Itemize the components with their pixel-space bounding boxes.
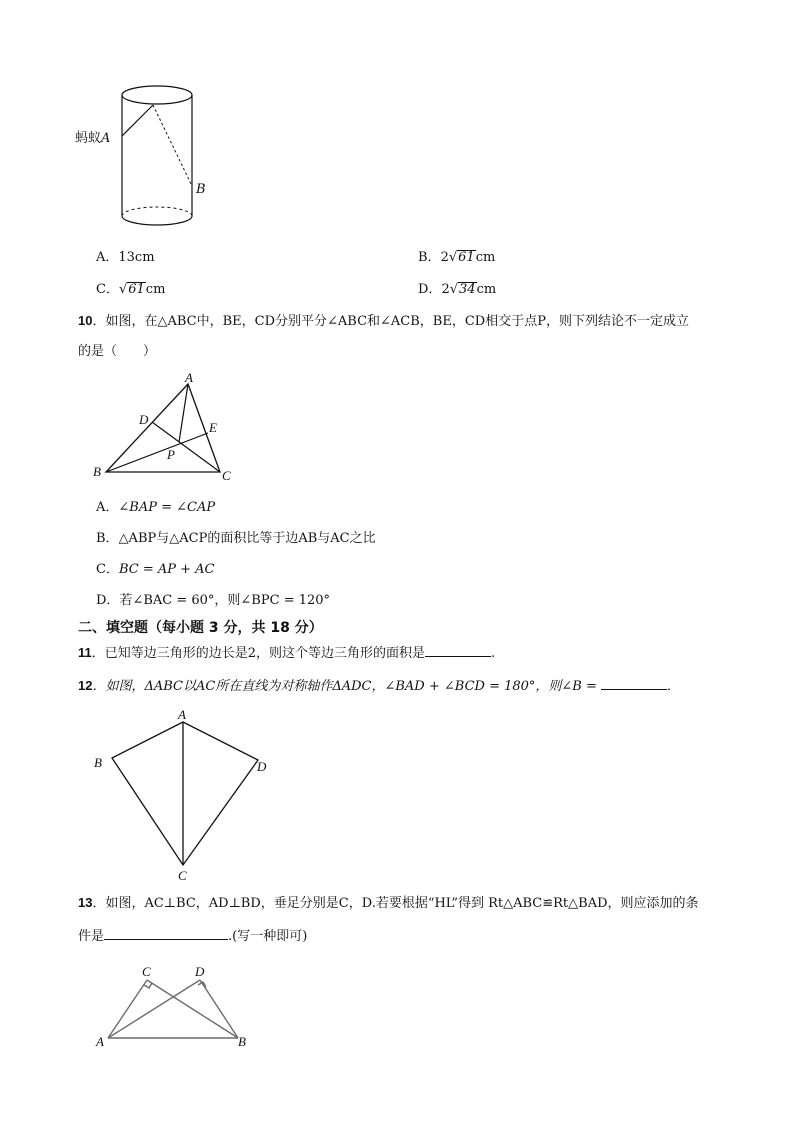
section-title: 二、填空题（每小题 3 分，共 18 分） [78,620,323,636]
q11-answer-blank[interactable] [425,643,491,657]
path-front [122,105,153,136]
q10-label-a: A [185,370,193,385]
q9-b-label: B [196,182,206,197]
q9-figure [70,80,210,235]
kite-diagram [88,700,288,885]
cylinder-bottom-back [122,207,192,216]
q9-option-a: A．13cm [96,250,155,265]
q13-figure [90,960,260,1050]
q10-option-a: A．∠BAP = ∠CAP [96,500,216,515]
q13-label-d: D [195,964,205,979]
q12-label-b: B [94,755,102,770]
q12-stem: 12．如图，ΔABC以AC所在直线为对称轴作ΔADC，∠BAD + ∠BCD = 180°，则∠B = ． [78,678,681,694]
cylinder-top [122,86,192,104]
q10-option-c: C．BC = AP + AC [96,562,215,577]
q9-option-d: D．2√34cm [418,282,497,297]
q13-label-c: C [142,964,151,979]
right-triangles-diagram [90,960,260,1050]
q10-stem-line1: 10．如图，在△ABC中，BE，CD分别平分∠ABC和∠ACB，BE，CD相交于点P，则下列结论不一定成立 [78,313,689,329]
q12-label-c: C [178,868,187,883]
q13-label-b: B [238,1034,246,1049]
q13-stem-line2: 件是 .(写一种即可) [78,926,307,946]
q9-ant-label: 蚂蚁A [75,131,111,146]
segment-ad [108,980,200,1038]
q11-stem: 11．已知等边三角形的边长是2，则这个等边三角形的面积是 . [78,645,496,661]
segment-ac [108,980,147,1038]
cylinder-diagram [70,80,210,235]
triangle-bisector-diagram [88,370,248,485]
q10-label-p: P [167,447,175,462]
q12-figure [88,700,288,885]
q12-label-d: D [257,759,267,774]
q10-label-e: E [209,420,217,435]
q12-answer-blank[interactable] [601,676,667,690]
q10-option-d: D．若∠BAC = 60°，则∠BPC = 120° [96,593,331,608]
q10-option-b: B．△ABP与△ACP的面积比等于边AB与AC之比 [96,531,376,546]
cylinder-bottom-front [122,216,192,225]
q10-label-d: D [139,412,149,427]
segment-cb [147,980,238,1038]
q13-stem-line1: 13．如图，AC⊥BC，AD⊥BD，垂足分别是C，D.若要根据“HL”得到 Rt△ABC≌Rt△BAD，则应添加的条 [78,895,699,911]
q13-label-a: A [96,1034,104,1049]
q13-answer-blank[interactable] [104,926,228,940]
quadrilateral-abcd [112,722,258,865]
q10-stem-line2: 的是（ ） [78,344,157,359]
q12-label-a: A [178,707,186,722]
right-angle-mark-d [198,982,206,987]
q10-figure [88,370,248,485]
q10-label-b: B [93,464,101,479]
segment-db [200,980,238,1038]
path-back [153,105,192,186]
q9-option-b: B．2√61cm [418,250,496,265]
q10-label-c: C [222,468,231,483]
q9-option-c: C．√61cm [96,282,166,297]
